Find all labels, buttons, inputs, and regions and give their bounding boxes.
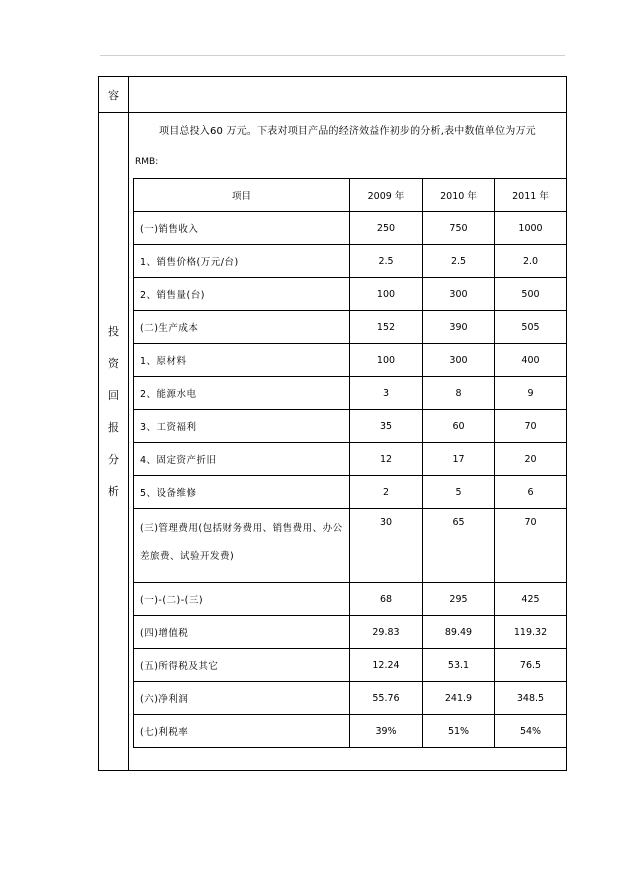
value-2011: 20 — [495, 443, 567, 476]
side-char: 报 — [108, 421, 119, 434]
value-2010: 65 — [423, 509, 495, 583]
row-item: (七)利税率 — [134, 715, 350, 748]
value-2011: 500 — [495, 278, 567, 311]
row-item: 5、设备维修 — [134, 476, 350, 509]
value-2009: 2.5 — [350, 245, 423, 278]
value-2009: 100 — [350, 344, 423, 377]
table-row — [134, 715, 567, 748]
value-2010: 750 — [423, 212, 495, 245]
value-2010: 295 — [423, 583, 495, 616]
side-char: 回 — [108, 389, 119, 402]
side-char: 资 — [108, 357, 119, 370]
row-item: (四)增值税 — [134, 616, 350, 649]
header-rule — [100, 55, 565, 56]
column-header-2011: 2011 年 — [495, 179, 567, 212]
table-row — [134, 311, 567, 344]
value-2011: 2.0 — [495, 245, 567, 278]
column-header-2009: 2009 年 — [350, 179, 423, 212]
value-2010: 17 — [423, 443, 495, 476]
table-header-row — [134, 179, 567, 212]
table-row — [134, 212, 567, 245]
row-item: 1、原材料 — [134, 344, 350, 377]
value-2010: 300 — [423, 344, 495, 377]
side-char: 投 — [108, 325, 119, 338]
row-item: 2、能源水电 — [134, 377, 350, 410]
value-2011: 70 — [495, 509, 567, 583]
table-row — [134, 344, 567, 377]
table-row — [134, 649, 567, 682]
value-2009: 39% — [350, 715, 423, 748]
intro-line-2: RMB: — [135, 157, 159, 167]
value-2010: 241.9 — [423, 682, 495, 715]
top-row — [99, 77, 566, 113]
value-2010: 390 — [423, 311, 495, 344]
value-2009: 30 — [350, 509, 423, 583]
value-2011: 425 — [495, 583, 567, 616]
value-2011: 54% — [495, 715, 567, 748]
row-item: 3、工资福利 — [134, 410, 350, 443]
section-label-top: 容 — [108, 89, 119, 102]
value-2011: 6 — [495, 476, 567, 509]
intro-line-1: 项目总投入60 万元。下表对项目产品的经济效益作初步的分析,表中数值单位为万元 — [159, 126, 536, 137]
value-2010: 51% — [423, 715, 495, 748]
row-item: (三)管理费用(包括财务费用、销售费用、办公差旅费、试验开发费) — [134, 509, 350, 583]
row-item: (二)生产成本 — [134, 311, 350, 344]
label-column-divider — [128, 77, 129, 770]
row-item: 4、固定资产折旧 — [134, 443, 350, 476]
row-item: (一)-(二)-(三) — [134, 583, 350, 616]
side-char: 分 — [108, 453, 119, 466]
value-2011: 505 — [495, 311, 567, 344]
value-2009: 2 — [350, 476, 423, 509]
table-row — [134, 245, 567, 278]
value-2011: 348.5 — [495, 682, 567, 715]
value-2010: 2.5 — [423, 245, 495, 278]
value-2009: 55.76 — [350, 682, 423, 715]
value-2010: 300 — [423, 278, 495, 311]
row-item: 1、销售价格(万元/台) — [134, 245, 350, 278]
value-2009: 12 — [350, 443, 423, 476]
value-2010: 5 — [423, 476, 495, 509]
table-row — [134, 682, 567, 715]
table-row — [134, 377, 567, 410]
column-header-2010: 2010 年 — [423, 179, 495, 212]
table-row — [134, 616, 567, 649]
table-row — [134, 476, 567, 509]
value-2009: 12.24 — [350, 649, 423, 682]
value-2010: 8 — [423, 377, 495, 410]
value-2009: 250 — [350, 212, 423, 245]
row-item: (六)净利润 — [134, 682, 350, 715]
value-2011: 70 — [495, 410, 567, 443]
value-2011: 400 — [495, 344, 567, 377]
table-row — [134, 278, 567, 311]
value-2011: 119.32 — [495, 616, 567, 649]
section-label-side — [99, 321, 128, 513]
value-2009: 29.83 — [350, 616, 423, 649]
value-2009: 152 — [350, 311, 423, 344]
value-2009: 68 — [350, 583, 423, 616]
table-row — [134, 443, 567, 476]
row-item: (一)销售收入 — [134, 212, 350, 245]
value-2009: 3 — [350, 377, 423, 410]
table-row — [134, 509, 567, 583]
value-2009: 100 — [350, 278, 423, 311]
economic-analysis-table — [133, 178, 567, 748]
column-header-item: 项目 — [134, 179, 350, 212]
table-row — [134, 410, 567, 443]
value-2011: 76.5 — [495, 649, 567, 682]
value-2011: 1000 — [495, 212, 567, 245]
value-2010: 60 — [423, 410, 495, 443]
value-2010: 53.1 — [423, 649, 495, 682]
value-2009: 35 — [350, 410, 423, 443]
row-item: 2、销售量(台) — [134, 278, 350, 311]
row-item: (五)所得税及其它 — [134, 649, 350, 682]
value-2010: 89.49 — [423, 616, 495, 649]
side-char: 析 — [108, 485, 119, 498]
table-row — [134, 583, 567, 616]
value-2011: 9 — [495, 377, 567, 410]
